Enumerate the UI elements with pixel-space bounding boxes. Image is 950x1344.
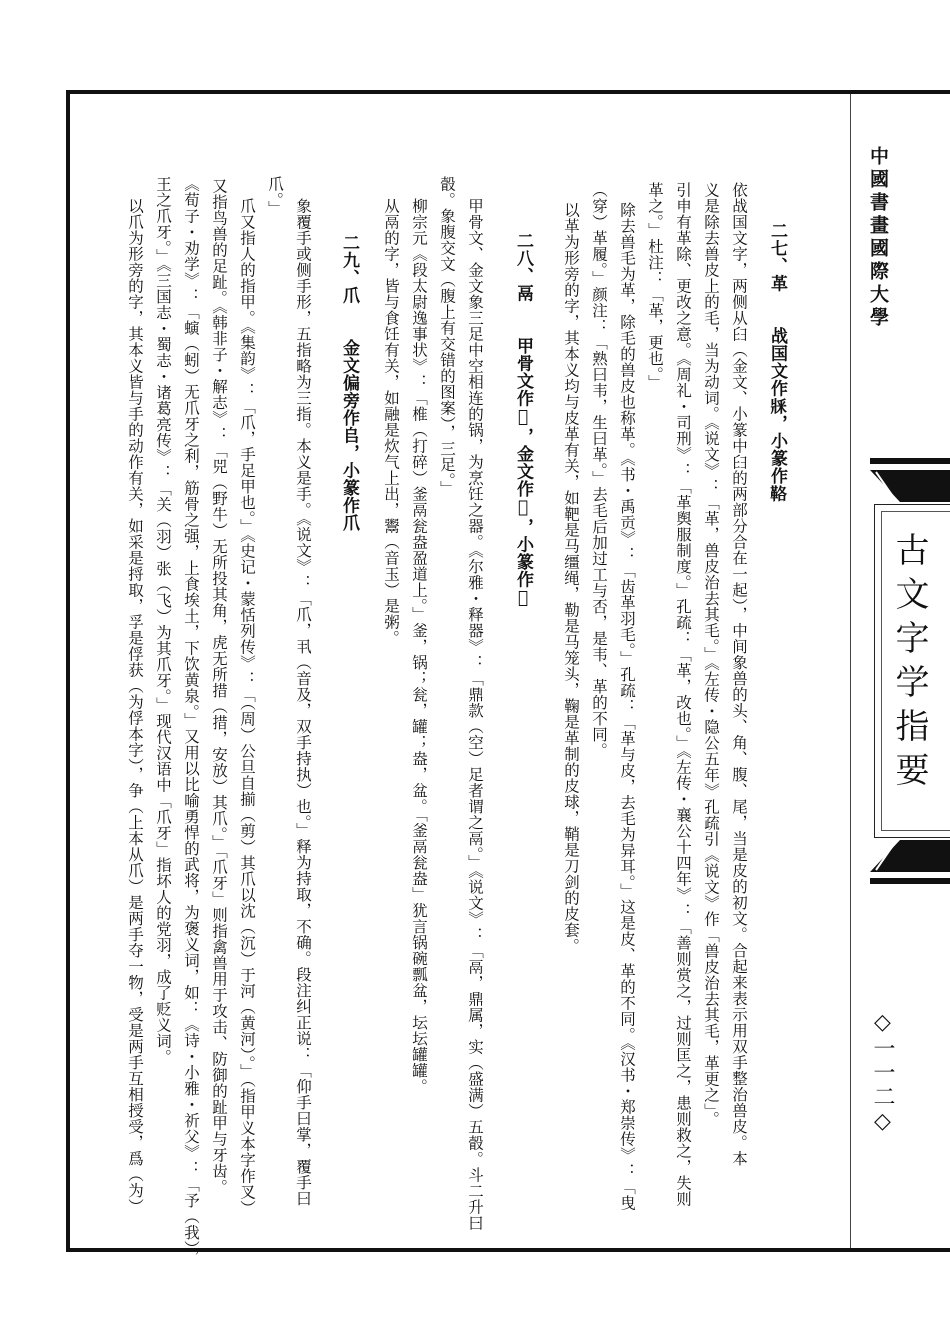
title-cap-bottom-ornament [870, 840, 950, 884]
section-heading-ge: 二七、革 战国文作𤕽，小篆作𩊚 [767, 222, 787, 502]
institution-name: 中國書畫國際大學 [867, 146, 889, 330]
text-column: 以爪为形旁的字，其本义皆与手的动作有关，如采是捋取，孚是俘获（为俘本字），争（上本从爪）是两手夺一物，受是两手互相授受，爲（为） [126, 198, 144, 1215]
text-column: 《荀子・劝学》：「螾（蚓）无爪牙之利，筋骨之强，上食埃土，下饮黄泉。」又用以比喻勇悍的武将，为褒义词，如：《诗・小雅・祈父》：「予（我）， [182, 176, 200, 1265]
text-column: 又指鸟兽的足趾。《韩非子・解志》：「兕（野牛）无所投其角，虎无所措（措，安放）其爪。」「爪牙」则指禽兽用于攻击、防御的趾甲与牙齿。 [210, 178, 228, 1195]
text-column: 柳宗元《段太尉逸事状》：「椎（打碎）釜鬲瓮盎盈道上。」釜，锅；瓮，罐；盎，盆。「釜鬲瓮盎」犹言锅碗瓢盆，坛坛罐罐。 [410, 198, 428, 1095]
text-column: 从鬲的字，皆与食饪有关，如融是炊气上出，鬻（音玉）是粥。 [382, 198, 400, 646]
text-column: 王之爪牙。」《三国志・蜀志・诸葛亮传》：「关（羽）张（飞）为其爪牙。」现代汉语中「爪牙」指坏人的党羽，成了贬义词。 [154, 176, 172, 1065]
text-column: 以革为形旁的字，其本义均与皮革有关，如靶是马缰绳，勒是马笼头，鞠是革制的皮球，鞘是刀剑的皮套。 [562, 202, 580, 954]
book-title: 古文字学指要 [889, 532, 929, 796]
text-column: 革之。」杜注：「革，更也。」 [646, 182, 664, 391]
text-column: 除去兽毛为革，除毛的兽皮也称革。《书・禹贡》：「齿革羽毛。」孔疏：「革与皮，去毛为异耳。」这是皮、革的不同。《汉书・郑崇传》：「曳 [618, 202, 636, 1211]
page-frame-top [66, 90, 950, 94]
page-frame-left [66, 90, 70, 1252]
text-column: 爪。」 [266, 176, 284, 217]
text-column: 甲骨文、金文象三足中空相连的锅，为烹饪之器。《尔雅・释器》：「鼎款（空）足者谓之鬲。」《说文》：「鬲，鼎属，实（盛满）五瞉。斗二升曰 [466, 198, 484, 1231]
text-column: 瞉。象腹交文（腹上有交错的图案），三足。」 [438, 176, 456, 497]
text-column: 依战国文字，两侧从𦥑（金文、小篆中𦥑的两部分合在一起），中间象兽的头、角、腹、尾，当是皮的初文。合起来表示用双手整治兽皮。本 [730, 182, 748, 1167]
sidebar-divider [850, 94, 851, 1248]
text-column: 引申有革除、更改之意。《周礼・司刑》：「革舆服制度。」孔疏：「革，改也。」《左传・襄公十四年》：「善则赏之，过则匡之，患则救之，失则 [674, 182, 692, 1207]
text-column: 象覆手或侧手形，五指略为三指。本义是手。《说文》：「爪，丮（音及，双手持执）也。」释为持取，不确。段注纠正说：「仰手曰掌，覆手曰 [294, 198, 312, 1207]
section-heading-zhua: 二九、爪 金文偏旁作𠂤，小篆作爪 [339, 234, 359, 532]
text-column: 爪又指人的指甲。《集韵》：「爪，手足甲也。」《史记・蒙恬列传》：「（周）公旦自揃（剪）其爪以沈（沉）于河（黄河）。」（指甲义本字作叉） [238, 198, 256, 1216]
text-column: 义是除去兽皮上的毛，当为动词。《说文》：「革，兽皮治去其毛。」《左传・隐公五年》孔疏引《说文》作「兽皮治去其毛，革更之」。 [702, 182, 720, 1127]
title-cap-top-ornament [870, 458, 950, 502]
section-heading-li: 二八、鬲 甲骨文作𠫑，金文作𩰲，小篆作𩰫 [513, 232, 533, 609]
text-column: （穿）革履。」颜注：「熟曰韦，生曰革。」去毛后加过工与否，是韦、革的不同。 [590, 182, 608, 759]
page-number: ◇一一二◇ [870, 1010, 895, 1136]
